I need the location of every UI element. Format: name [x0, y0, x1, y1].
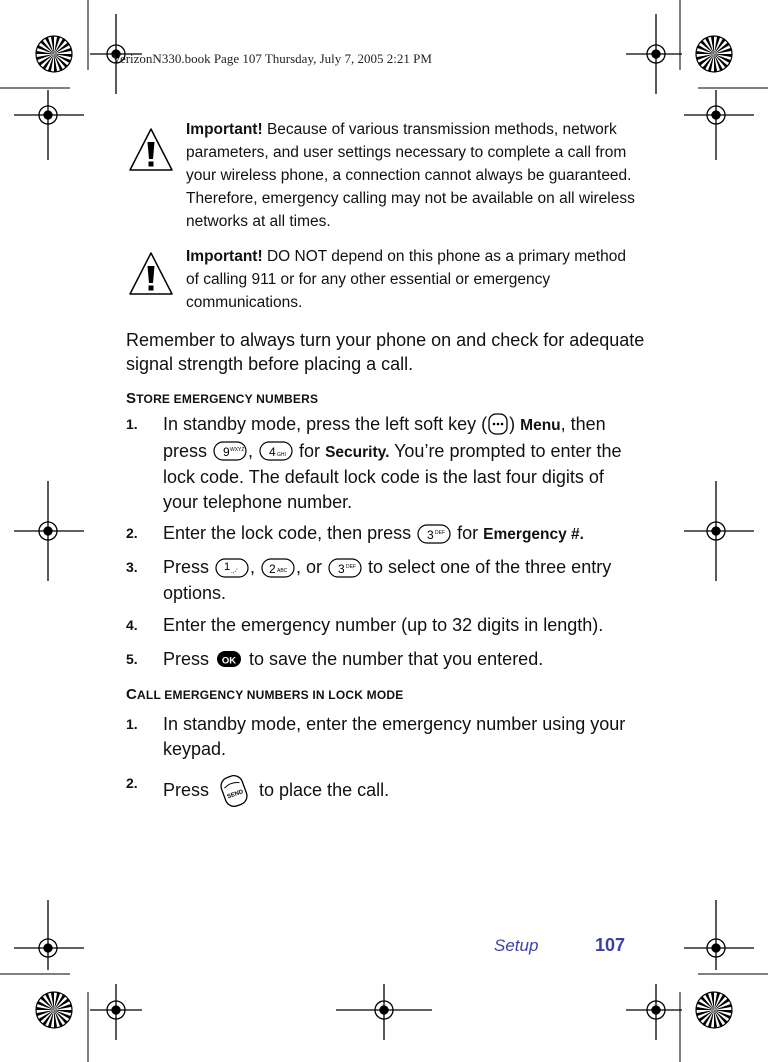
crosshair-target — [684, 481, 754, 581]
crosshair-target — [626, 984, 682, 1040]
footer-section-name: Setup — [494, 936, 539, 955]
store-step-3: Press 1 .,-' , 2 ABC , or 3 DEF to select one of the three entry options. — [163, 557, 612, 603]
key-3-icon — [416, 522, 452, 548]
step-number: 1. — [126, 716, 138, 732]
store-step-1: In standby mode, press the left soft key ( ) Menu, then press 9 WXYZ , 4 GHI for Security. You’re prompted to enter the lock code. The default lock code is the last four digits of your telephone number. — [163, 414, 622, 512]
starburst-target — [36, 992, 72, 1028]
step-number: 3. — [126, 559, 138, 575]
key-digit: 4 — [269, 445, 276, 459]
key-1-icon — [214, 556, 250, 582]
key-letters: GHI — [277, 452, 286, 458]
crosshair-target — [336, 984, 432, 1040]
key-letters: DEF — [346, 563, 357, 570]
store-step-5: Press OK to save the number that you entered. — [163, 647, 638, 673]
emergency-label: Emergency #. — [483, 526, 584, 543]
send-label: SEND — [226, 789, 245, 801]
warning-icon — [128, 126, 174, 174]
notice-text: DO NOT depend on this phone as a primary method of calling 911 or for any other essential or emergency communications. — [186, 248, 626, 311]
left-soft-key-icon — [487, 412, 509, 439]
starburst-target — [696, 36, 732, 72]
crosshair-target — [684, 90, 754, 160]
crosshair-target — [90, 984, 142, 1040]
file-info-header: VerizonN330.book Page 107 Thursday, July 7, 2005 2:21 PM — [112, 51, 432, 66]
intro-paragraph: Remember to always turn your phone on and check for adequate signal strength before placing a call. — [126, 330, 645, 374]
key-letters: WXYZ — [230, 447, 245, 453]
crosshair-target — [14, 481, 84, 581]
starburst-target — [696, 992, 732, 1028]
key-digit: 3 — [338, 561, 345, 576]
page-number: 107 — [595, 935, 626, 955]
step-number: 1. — [126, 416, 138, 432]
notice-label: Important! — [186, 121, 263, 138]
step-number: 4. — [126, 617, 138, 633]
key-letters: DEF — [435, 529, 446, 536]
key-digit: 9 — [223, 445, 230, 459]
crosshair-target — [626, 14, 682, 94]
starburst-target — [36, 36, 72, 72]
store-step-2: Enter the lock code, then press 3 DEF for Emergency #. — [163, 521, 638, 548]
call-step-1: In standby mode, enter the emergency number using your keypad. — [163, 714, 626, 759]
key-digit: 1 — [224, 560, 231, 573]
step-number: 2. — [126, 775, 138, 791]
section-heading-store: STORE EMERGENCY NUMBERS — [126, 390, 319, 407]
crosshair-target — [14, 900, 84, 970]
call-step-2: Press SEND to place the call. — [163, 771, 638, 811]
security-label: Security. — [325, 443, 390, 461]
step-number: 5. — [126, 651, 138, 667]
menu-label: Menu — [520, 417, 561, 434]
key-3-icon — [327, 556, 363, 582]
key-letters: ABC — [277, 567, 288, 574]
crosshair-target — [14, 90, 84, 160]
store-step-4: Enter the emergency number (up to 32 digits in length). — [163, 615, 604, 635]
notice-text: Because of various transmission methods, network parameters, and user settings necessary to complete a call from your wireless phone, a connection cannot always be guaranteed. Therefore, emergency calling may not be available on all wireless networks at all times. — [186, 121, 635, 230]
send-key-icon — [214, 771, 254, 811]
ok-key-icon — [214, 648, 244, 673]
important-notice-911 — [186, 245, 636, 314]
key-letters: .,-' — [231, 568, 238, 575]
section-heading-call: CALL EMERGENCY NUMBERS IN LOCK MODE — [126, 686, 404, 703]
warning-icon — [128, 250, 174, 298]
key-digit: 3 — [427, 527, 434, 542]
key-digit: 2 — [269, 561, 276, 576]
key-4-icon — [258, 439, 294, 465]
step-number: 2. — [126, 525, 138, 541]
crosshair-target — [684, 900, 754, 970]
key-9-icon — [212, 439, 248, 465]
ok-label: OK — [221, 655, 237, 667]
key-2-icon — [260, 556, 296, 582]
important-notice-transmission — [186, 118, 636, 233]
notice-label: Important! — [186, 248, 263, 265]
